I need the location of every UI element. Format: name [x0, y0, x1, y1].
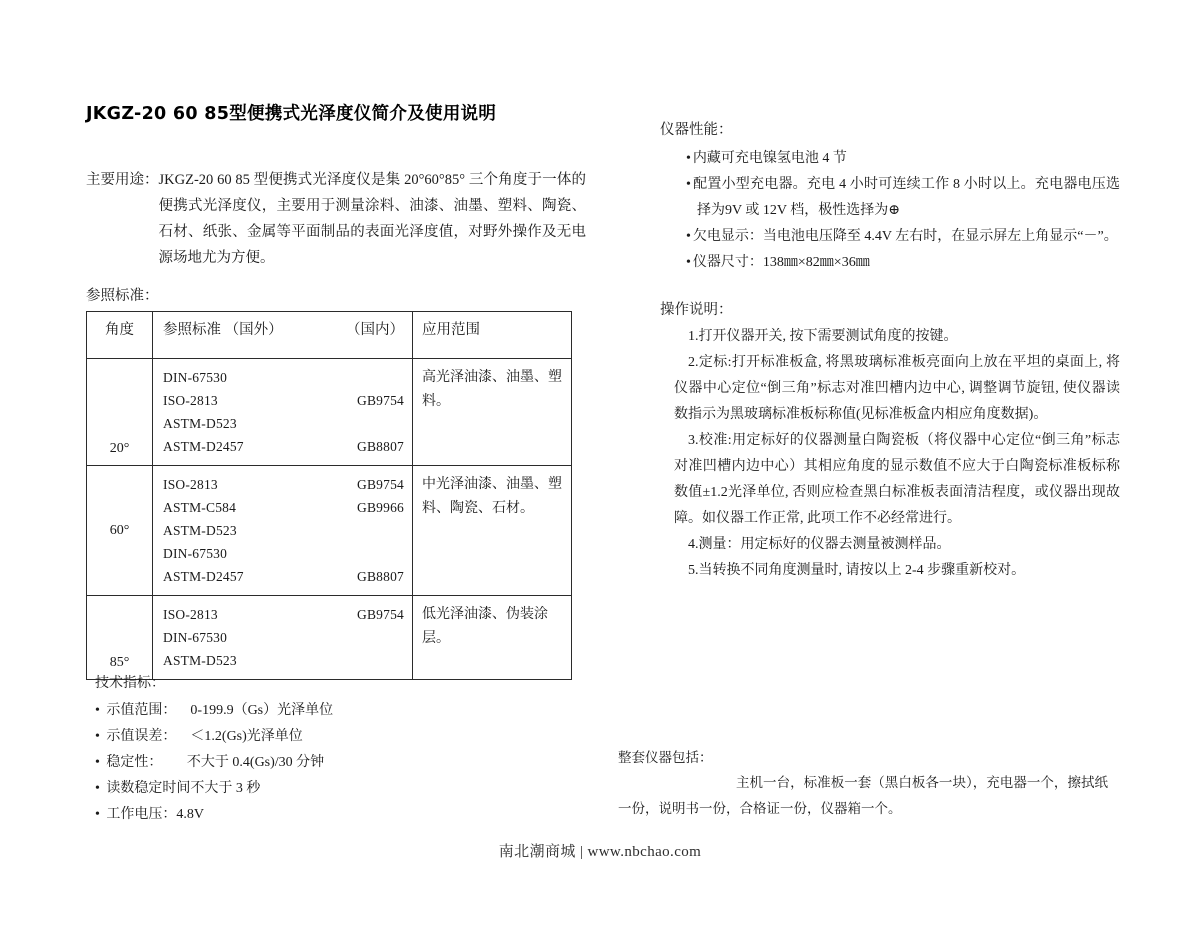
standards-list: [153, 359, 412, 465]
standard-domestic: GB9754: [357, 477, 404, 492]
standard-entry: [153, 519, 412, 542]
bullet-icon: •: [686, 177, 691, 192]
angle-value: 60°: [109, 522, 130, 538]
performance-item: [686, 172, 1120, 224]
standard-domestic: [333, 519, 412, 542]
table-row: [87, 466, 572, 596]
standard-foreign: ASTM-D523: [163, 653, 237, 668]
performance-item-text: 欠电显示：当电池电压降至 4.4V 左右时，在显示屏左上角显示“－”。: [692, 229, 1118, 244]
standard-entry: [153, 649, 412, 672]
header-standard-foreign-label: 参照标准 （国外）: [163, 322, 283, 338]
standard-entry: [153, 542, 412, 565]
standard-foreign: ISO-2813: [163, 607, 218, 622]
standard-entry: [153, 389, 412, 412]
package-title: 整套仪器包括：: [618, 750, 713, 765]
cell-angle: [87, 466, 153, 596]
performance-item: [686, 224, 1120, 250]
tech-spec-key: 稳定性：: [106, 755, 163, 770]
tech-spec-key: 示值范围：: [106, 703, 177, 718]
bullet-icon: •: [95, 807, 100, 822]
standard-domestic: [333, 412, 412, 435]
purpose-label: 主要用途：: [86, 172, 159, 188]
standard-foreign: ASTM-D2457: [163, 569, 244, 584]
bullet-icon: •: [686, 151, 691, 166]
standards-list: [153, 466, 412, 595]
cell-angle: [87, 359, 153, 466]
header-cell-application: [413, 312, 572, 359]
standard-domestic: GB9966: [357, 500, 404, 515]
standard-foreign: ASTM-D523: [163, 523, 237, 538]
bullet-icon: •: [95, 703, 100, 718]
tech-spec-key: 示值误差：: [106, 729, 177, 744]
purpose-body: JKGZ-20 60 85 型便携式光泽度仪是集 20°60°85° 三个角度于一体的便携式光泽度仪，主要用于测量涂料、油漆、油墨、塑料、陶瓷、石材、纸张、金属等平面制品的表面光泽度值，对野外操作及无电源场地尤为方便。: [158, 172, 586, 266]
standard-entry: [153, 626, 412, 649]
performance-list: [660, 146, 1120, 276]
cell-angle: [87, 596, 153, 680]
cell-application: [413, 359, 572, 466]
tech-spec-item: [95, 750, 515, 776]
tech-spec-key: 工作电压：4.8V: [106, 807, 205, 822]
tech-spec-item: [95, 724, 515, 750]
operation-title: 操作说明：: [660, 302, 733, 318]
performance-item-text: 仪器尺寸：138㎜×82㎜×36㎜: [692, 255, 870, 270]
footer-watermark: 南北潮商城 | www.nbchao.com: [498, 844, 702, 860]
bullet-icon: •: [95, 781, 100, 796]
tech-specs-title: 技术指标：: [95, 676, 165, 691]
tech-spec-value: 0-199.9（Gs）光泽单位: [190, 703, 334, 718]
header-standard-domestic-label: （国内）: [346, 322, 404, 338]
operation-item: 1.打开仪器开关, 按下需要测试角度的按键。: [688, 329, 958, 344]
cell-application: [413, 596, 572, 680]
performance-item: [686, 250, 1120, 276]
header-application-label: 应用范围: [422, 322, 480, 338]
left-column: [86, 100, 586, 680]
cell-application: [413, 466, 572, 596]
standard-domestic: GB9754: [357, 393, 404, 408]
performance-title: 仪器性能：: [660, 122, 733, 138]
standard-foreign: ISO-2813: [163, 477, 218, 492]
tech-specs-block: [95, 672, 515, 828]
bullet-icon: •: [686, 229, 691, 244]
application-text: 低光泽油漆、伪装涂层。: [422, 607, 548, 646]
standard-domestic: [333, 649, 412, 672]
standard-foreign: DIN-67530: [163, 630, 228, 645]
tech-spec-key: 读数稳定时间不大于 3 秒: [106, 781, 261, 796]
standard-domestic: GB8807: [357, 569, 404, 584]
standard-domestic: [333, 542, 412, 565]
standard-foreign: DIN-67530: [163, 546, 228, 561]
standards-list: [153, 596, 412, 679]
standard-foreign: ASTM-D2457: [163, 439, 244, 454]
standard-foreign: ASTM-C584: [163, 500, 237, 515]
angle-value: 20°: [109, 441, 130, 456]
standard-domestic: [333, 366, 412, 389]
operation-item: 2.定标:打开标准板盒, 将黑玻璃标准板亮面向上放在平坦的桌面上, 将仪器中心定位“倒三角”标志对准凹槽内边中心, 调整调节旋钮, 使仪器读数指示为黑玻璃标准板标称值(见标准板盒内相应角度数据)。: [674, 355, 1120, 422]
standard-foreign: DIN-67530: [163, 370, 228, 385]
standard-domestic: GB8807: [357, 439, 404, 454]
performance-item-text: 内藏可充电镍氢电池 4 节: [692, 151, 847, 166]
operation-item: 4.测量：用定标好的仪器去测量被测样品。: [688, 537, 951, 552]
package-block: [618, 745, 1108, 822]
standard-entry: [153, 565, 412, 588]
operation-item: 5.当转换不同角度测量时, 请按以上 2-4 步骤重新校对。: [688, 563, 1026, 578]
cell-standards: [153, 596, 413, 680]
standards-section-label: 参照标准：: [86, 288, 159, 304]
tech-spec-value: ＜1.2(Gs)光泽单位: [190, 729, 303, 744]
application-text: 中光泽油漆、油墨、塑料、陶瓷、石材。: [422, 477, 562, 516]
standard-entry: [153, 435, 412, 458]
table-row: [87, 596, 572, 680]
package-body: 主机一台，标准板一套（黑白板各一块），充电器一个，擦拭纸一份，说明书一份，合格证一份，仪器箱一个。: [618, 775, 1108, 816]
page-title: JKGZ-20 60 85型便携式光泽度仪简介及使用说明: [86, 104, 497, 124]
header-cell-standard: [153, 312, 413, 359]
performance-item: [686, 146, 1120, 172]
purpose-paragraph: [86, 167, 586, 271]
angle-value: 85°: [109, 655, 130, 670]
standard-entry: [153, 603, 412, 626]
standard-entry: [153, 473, 412, 496]
tech-spec-item: [95, 802, 515, 828]
table-header-row: [87, 312, 572, 359]
operation-item: 3.校准:用定标好的仪器测量白陶瓷板（将仪器中心定位“倒三角”标志对准凹槽内边中心）其相应角度的显示数值不应大于白陶瓷标准板标称数值±1.2光泽单位, 否则应检查黑白标准板表面清洁程度，或仪器出现故障。如仪器工作正常, 此项工作不必经常进行。: [674, 433, 1120, 526]
application-text: 高光泽油漆、油墨、塑料。: [422, 370, 562, 409]
standard-entry: [153, 496, 412, 519]
bullet-icon: •: [95, 729, 100, 744]
standard-domestic: [333, 626, 412, 649]
header-angle-label: 角度: [105, 322, 134, 338]
tech-spec-item: [95, 698, 515, 724]
operation-list: [660, 324, 1120, 584]
header-cell-angle: [87, 312, 153, 359]
standard-entry: [153, 366, 412, 389]
bullet-icon: •: [686, 255, 691, 270]
standard-domestic: GB9754: [357, 607, 404, 622]
right-column: [660, 118, 1120, 584]
bullet-icon: •: [95, 755, 100, 770]
standard-entry: [153, 412, 412, 435]
performance-item-text: 配置小型充电器。充电 4 小时可连续工作 8 小时以上。充电器电压选择为9V 或 12V 档，极性选择为⊕: [692, 177, 1120, 218]
reference-standards-table: [86, 311, 572, 680]
standard-foreign: ISO-2813: [163, 393, 218, 408]
cell-standards: [153, 359, 413, 466]
tech-spec-item: [95, 776, 515, 802]
table-row: [87, 359, 572, 466]
tech-spec-value: 不大于 0.4(Gs)/30 分钟: [186, 755, 325, 770]
cell-standards: [153, 466, 413, 596]
standard-foreign: ASTM-D523: [163, 416, 237, 431]
